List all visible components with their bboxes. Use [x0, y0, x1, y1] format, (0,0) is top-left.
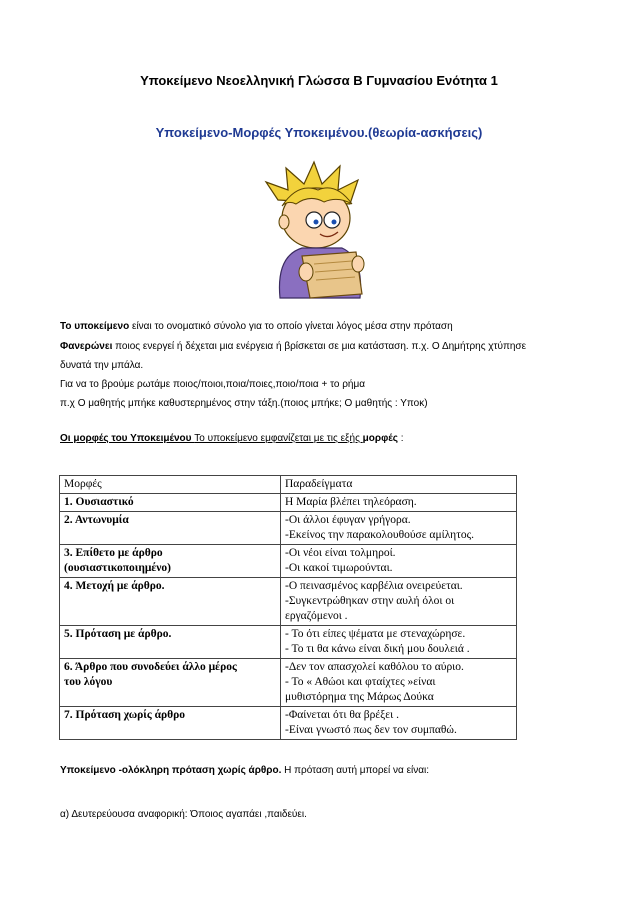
- table-row: [60, 545, 517, 578]
- form-line: 1. Ουσιαστικό: [64, 496, 134, 508]
- footer-example: α) Δευτερεύουσα αναφορική: Όποιος αγαπάει ,παιδεύει.: [60, 809, 307, 820]
- form-cell: [60, 494, 281, 512]
- table-row: [60, 512, 517, 545]
- form-line: 2. Αντωνυμία: [64, 514, 129, 526]
- table-header-forms: Μορφές: [60, 476, 281, 494]
- example-line: εργαζόμενοι .: [285, 610, 348, 622]
- example-line: Η Μαρία βλέπει τηλεόραση.: [285, 496, 417, 508]
- intro-paragraph-2: Φανερώνει ποιος ενεργεί ή δέχεται μια ενέργεια ή βρίσκεται σε μια κατάσταση. π.χ. Ο Δημήτρης χτύπησε: [60, 341, 527, 352]
- example-line: -Οι νέοι είναι τολμηροί.: [285, 547, 396, 559]
- example-cell: [281, 707, 517, 740]
- example-line: - Το « Αθώοι και φταίχτες »είναι: [285, 676, 436, 688]
- example-line: - Το τι θα κάνω είναι δική μου δουλειά .: [285, 643, 470, 655]
- example-cell: [281, 545, 517, 578]
- example-line: -Οι κακοί τιμωρούνται.: [285, 562, 393, 574]
- table-header-row: [60, 476, 517, 494]
- forms-heading: Οι μορφές του Υποκειμένου Το υποκείμενο εμφανίζεται με τις εξής μορφές :: [60, 433, 404, 444]
- footer-paragraph: Υποκείμενο -ολόκληρη πρόταση χωρίς άρθρο. Η πρόταση αυτή μπορεί να είναι:: [60, 765, 430, 776]
- example-cell: [281, 626, 517, 659]
- example-line: -Συγκεντρώθηκαν στην αυλή όλοι οι: [285, 595, 455, 607]
- example-line: - Το ότι είπες ψέματα με στεναχώρησε.: [285, 628, 466, 640]
- example-cell: [281, 494, 517, 512]
- page-subtitle: Υποκείμενο-Μορφές Υποκειμένου.(θεωρία-ασκήσεις): [155, 125, 483, 140]
- example-line: -Εκείνος την παρακολουθούσε αμίλητος.: [285, 529, 474, 541]
- example-cell: [281, 659, 517, 707]
- example-line: -Δεν τον απασχολεί καθόλου το αύριο.: [285, 661, 464, 673]
- intro-paragraph-4: Για να το βρούμε ρωτάμε ποιος/ποιοι,ποια/ποιες,ποιο/ποια + το ρήμα: [60, 379, 366, 390]
- example-line: -Είναι γνωστό πως δεν τον συμπαθώ.: [285, 724, 457, 736]
- form-line: 5. Πρόταση με άρθρο.: [64, 628, 172, 640]
- intro-paragraph-5: π.χ Ο μαθητής μπήκε καθυστερημένος στην τάξη.(ποιος μπήκε; Ο μαθητής : Υποκ): [60, 398, 428, 409]
- intro-paragraph-3: δυνατά την μπάλα.: [60, 360, 144, 371]
- example-line: -Οι άλλοι έφυγαν γρήγορα.: [285, 514, 411, 526]
- form-line: του λόγου: [64, 676, 113, 688]
- form-cell: [60, 707, 281, 740]
- table-row: [60, 707, 517, 740]
- example-line: -Ο πεινασμένος καρβέλια ονειρεύεται.: [285, 580, 463, 592]
- form-cell: [60, 578, 281, 626]
- forms-table: [59, 475, 517, 740]
- table-row: [60, 494, 517, 512]
- table-row: [60, 626, 517, 659]
- example-line: -Φαίνεται ότι θα βρέξει .: [285, 709, 399, 721]
- form-line: 4. Μετοχή με άρθρο.: [64, 580, 165, 592]
- table-row: [60, 659, 517, 707]
- form-line: (ουσιαστικοποιημένο): [64, 562, 172, 574]
- form-cell: [60, 545, 281, 578]
- form-line: 3. Επίθετο με άρθρο: [64, 547, 163, 559]
- example-cell: [281, 578, 517, 626]
- example-cell: [281, 512, 517, 545]
- form-cell: [60, 626, 281, 659]
- intro-paragraph-1: Το υποκείμενο είναι το ονοματικό σύνολο για το οποίο γίνεται λόγος μέσα στην πρόταση: [60, 321, 453, 332]
- boy-reading-book-icon: [258, 160, 373, 300]
- table-row: [60, 578, 517, 626]
- table-header-examples: Παραδείγματα: [281, 476, 517, 494]
- example-line: μυθιστόρημα της Μάρως Δούκα: [285, 691, 434, 703]
- page-title: Υποκείμενο Νεοελληνική Γλώσσα Β Γυμνασίου Ενότητα 1: [140, 73, 498, 88]
- form-line: 7. Πρόταση χωρίς άρθρο: [64, 709, 186, 721]
- form-cell: [60, 512, 281, 545]
- form-cell: [60, 659, 281, 707]
- form-line: 6. Άρθρο που συνοδεύει άλλο μέρος: [64, 661, 237, 673]
